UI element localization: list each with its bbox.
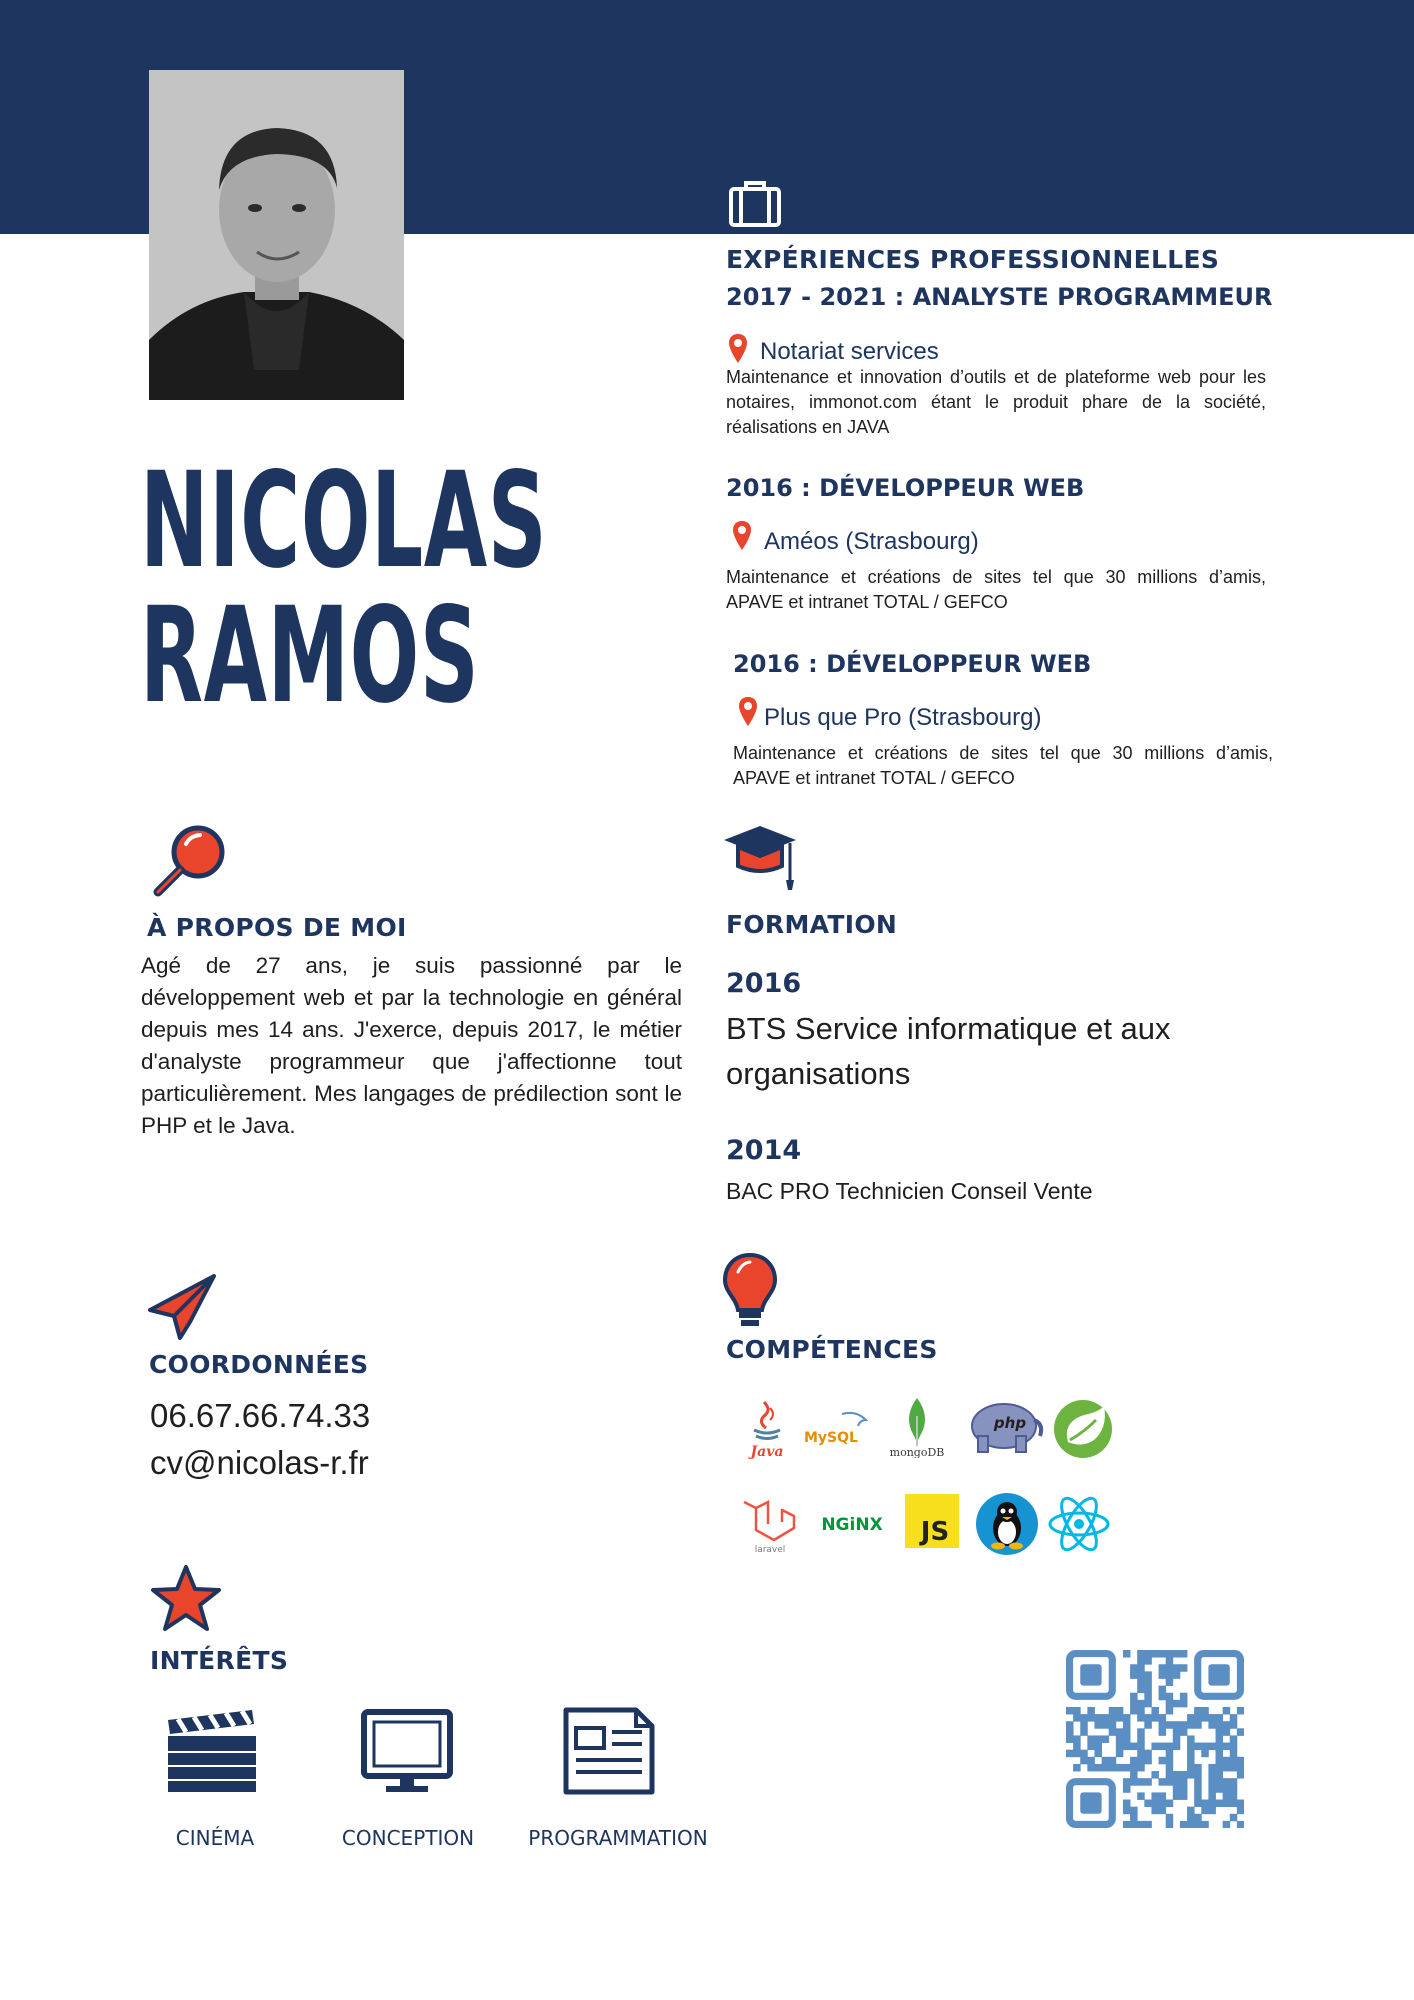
job-description: Maintenance et innovation d’outils et de plateforme web pour les notaires, immonot.com étant le produit phare de la société, réalisations en JAVA — [726, 367, 1266, 437]
last-name: RAMOS — [140, 579, 480, 733]
education-year: 2014 — [726, 1135, 802, 1166]
linux-tux-logo-icon — [975, 1492, 1039, 1556]
qr-code[interactable] — [1066, 1650, 1244, 1828]
education-degree: BAC PRO Technicien Conseil Vente — [726, 1178, 1093, 1204]
education-degree: BTS Service informatique et aux organisations — [726, 1011, 1171, 1091]
javascript-logo-icon — [905, 1494, 959, 1548]
laravel-label: laravel — [754, 1545, 786, 1554]
mongodb-label: mongoDB — [889, 1446, 945, 1458]
location-pin-icon — [738, 696, 758, 728]
about-text: Agé de 27 ans, je suis passionné par le développement web et par la technologie en général depuis mes 14 ans. J'exerce, depuis 2017, le métier d'analyste programmeur que j'affectionne tout particulièrement. Mes langages de prédilection sont le PHP et le Java. — [141, 953, 682, 1138]
java-label: Java — [750, 1444, 784, 1460]
nginx-label: NGiNX — [821, 1515, 883, 1535]
contact-phone[interactable]: 06.67.66.74.33 — [150, 1397, 371, 1434]
spring-logo-icon — [1052, 1398, 1114, 1460]
skills-title: COMPÉTENCES — [726, 1335, 938, 1364]
mongodb-logo-icon — [885, 1398, 949, 1456]
newspaper-icon — [562, 1706, 656, 1796]
mysql-logo-icon — [802, 1400, 874, 1458]
job-description: Maintenance et créations de sites tel que 30 millions d’amis, APAVE et intranet TOTAL / GEFCO — [726, 567, 1266, 612]
job-company: Améos (Strasbourg) — [764, 528, 979, 555]
interest-label: PROGRAMMATION — [528, 1826, 708, 1850]
nginx-logo-icon — [815, 1494, 889, 1552]
profile-photo — [149, 70, 404, 400]
php-label: php — [993, 1414, 1027, 1432]
graduation-cap-icon — [722, 822, 798, 894]
contact-title: COORDONNÉES — [149, 1350, 369, 1379]
magnifier-icon — [150, 820, 230, 900]
interests-title: INTÉRÊTS — [150, 1646, 289, 1675]
paper-plane-icon — [148, 1272, 218, 1342]
java-logo-icon — [738, 1400, 796, 1458]
lightbulb-icon — [722, 1252, 778, 1332]
clapperboard-icon — [164, 1708, 260, 1796]
location-pin-icon — [732, 520, 752, 552]
mysql-label: MySQL — [804, 1430, 858, 1446]
job-company: Plus que Pro (Strasbourg) — [764, 704, 1042, 731]
contact-email[interactable]: cv@nicolas-r.fr — [150, 1444, 369, 1481]
php-elephant-logo-icon — [964, 1398, 1046, 1456]
briefcase-icon — [728, 180, 782, 228]
education-title: FORMATION — [726, 910, 898, 939]
interest-label: CONCEPTION — [341, 1826, 475, 1850]
react-logo-icon — [1046, 1492, 1112, 1556]
job-company: Notariat services — [760, 338, 939, 365]
job-heading: 2016 : DÉVELOPPEUR WEB — [726, 474, 1085, 502]
star-icon — [150, 1563, 222, 1633]
interest-label: CINÉMA — [175, 1826, 255, 1850]
first-name: NICOLAS — [140, 444, 548, 598]
job-heading: 2017 - 2021 : ANALYSTE PROGRAMMEUR — [726, 283, 1273, 311]
about-title: À PROPOS DE MOI — [147, 913, 407, 942]
laravel-logo-icon — [738, 1496, 802, 1554]
job-heading: 2016 : DÉVELOPPEUR WEB — [733, 650, 1092, 678]
education-year: 2016 — [726, 968, 802, 999]
monitor-icon — [360, 1708, 454, 1796]
experience-title: EXPÉRIENCES PROFESSIONNELLES — [726, 245, 1220, 274]
js-label: JS — [920, 1517, 950, 1547]
job-description: Maintenance et créations de sites tel que 30 millions d’amis, APAVE et intranet TOTAL / GEFCO — [733, 743, 1273, 788]
location-pin-icon — [728, 333, 748, 365]
